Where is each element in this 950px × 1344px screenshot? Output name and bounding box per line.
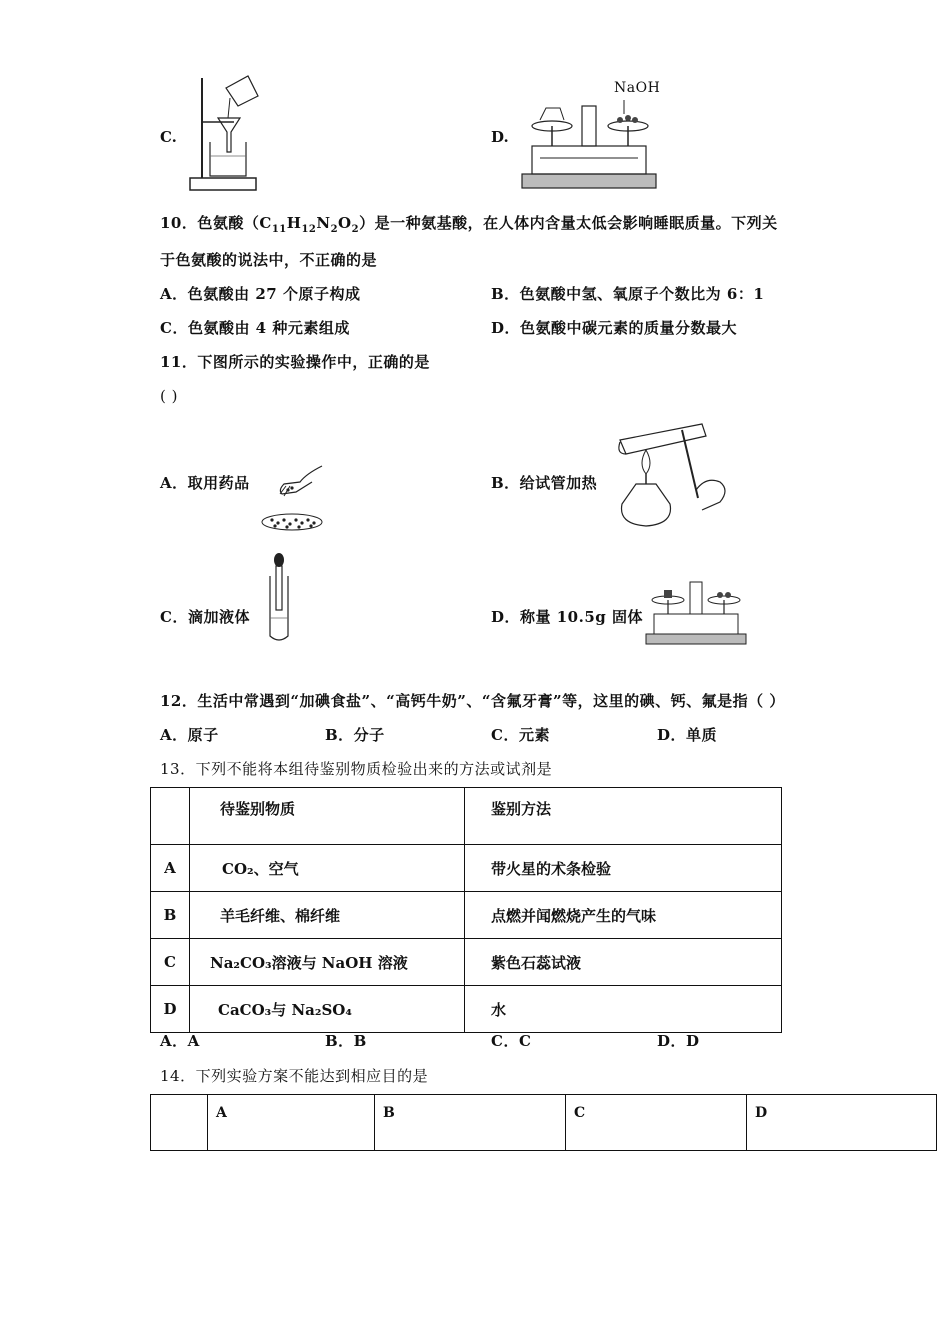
table-header-row bbox=[151, 788, 782, 845]
q13-option-c: C．C bbox=[491, 1032, 532, 1050]
q10-stem-line2: 于色氨酸的说法中，不正确的是 bbox=[160, 251, 378, 269]
row-key: C bbox=[151, 939, 190, 986]
header-cell-key bbox=[151, 788, 190, 845]
row-substance: CaCO₃与 Na₂SO₄ bbox=[190, 986, 465, 1033]
q11-option-b: B．给试管加热 bbox=[491, 474, 598, 492]
row-method: 紫色石蕊试液 bbox=[465, 939, 782, 986]
q11-option-a: A．取用药品 bbox=[160, 474, 250, 492]
q12-stem: 12．生活中常遇到“加碘食盐”、“高钙牛奶”、“含氟牙膏”等，这里的碘、钙、氟是指（ ） bbox=[160, 692, 785, 710]
q11-stem: 11．下图所示的实验操作中，正确的是 bbox=[160, 353, 430, 371]
q10-option-d: D．色氨酸中碳元素的质量分数最大 bbox=[491, 319, 738, 337]
row-method: 水 bbox=[465, 986, 782, 1033]
q13-option-d: D．D bbox=[657, 1032, 700, 1050]
q13-table bbox=[150, 787, 782, 1033]
table-row bbox=[151, 939, 782, 986]
header-cell-d: D bbox=[747, 1095, 937, 1151]
table-header-row bbox=[151, 1095, 937, 1151]
table-row bbox=[151, 892, 782, 939]
q14-table bbox=[150, 1094, 937, 1151]
dropping-liquid-figure bbox=[264, 552, 294, 644]
filtration-apparatus-figure bbox=[188, 74, 260, 192]
naoh-label: NaOH bbox=[614, 80, 661, 96]
q13-option-b: B．B bbox=[325, 1032, 367, 1050]
balance-weighing-naoh-figure bbox=[520, 80, 660, 192]
q12-option-a: A．原子 bbox=[160, 726, 219, 744]
row-method: 点燃并闻燃烧产生的气味 bbox=[465, 892, 782, 939]
table-row bbox=[151, 845, 782, 892]
q11-option-d: D．称量 10.5g 固体 bbox=[491, 608, 643, 626]
q11-answer-paren: ( ) bbox=[160, 387, 178, 405]
row-key: B bbox=[151, 892, 190, 939]
taking-reagent-by-hand-figure bbox=[262, 460, 330, 532]
heating-test-tube-figure bbox=[602, 420, 732, 532]
row-key: A bbox=[151, 845, 190, 892]
row-substance: Na₂CO₃溶液与 NaOH 溶液 bbox=[190, 939, 465, 986]
q12-option-d: D．单质 bbox=[657, 726, 718, 744]
row-substance: CO₂、空气 bbox=[190, 845, 465, 892]
q10-stem-line1: 10．色氨酸$(C_{11}H_{12}N_2O_2)$是一种氨基酸，在人体内含量太低会影响睡眠质量。下列关 bbox=[160, 214, 778, 235]
table-row bbox=[151, 986, 782, 1033]
header-cell-a: A bbox=[208, 1095, 375, 1151]
header-cell-substance: 待鉴别物质 bbox=[190, 788, 465, 845]
q10-option-a: A．色氨酸由 27 个原子构成 bbox=[160, 285, 361, 303]
q9-option-c-label: C. bbox=[160, 128, 177, 146]
header-cell-blank bbox=[151, 1095, 208, 1151]
q13-stem: 13．下列不能将本组待鉴别物质检验出来的方法或试剂是 bbox=[160, 760, 553, 778]
q14-stem: 14．下列实验方案不能达到相应目的是 bbox=[160, 1067, 429, 1085]
row-substance: 羊毛纤维、棉纤维 bbox=[190, 892, 465, 939]
header-cell-c: C bbox=[566, 1095, 747, 1151]
q12-option-b: B．分子 bbox=[325, 726, 385, 744]
header-cell-method: 鉴别方法 bbox=[465, 788, 782, 845]
q13-option-a: A．A bbox=[160, 1032, 200, 1050]
q12-option-c: C．元素 bbox=[491, 726, 550, 744]
q10-option-b: B．色氨酸中氢、氧原子个数比为 6：1 bbox=[491, 285, 765, 303]
q10-option-c: C．色氨酸由 4 种元素组成 bbox=[160, 319, 350, 337]
row-key: D bbox=[151, 986, 190, 1033]
q9-option-d-label: D. bbox=[491, 128, 509, 146]
row-method: 带火星的术条检验 bbox=[465, 845, 782, 892]
q11-option-c: C．滴加液体 bbox=[160, 608, 250, 626]
balance-weighing-solid-figure bbox=[644, 572, 748, 646]
header-cell-b: B bbox=[375, 1095, 566, 1151]
